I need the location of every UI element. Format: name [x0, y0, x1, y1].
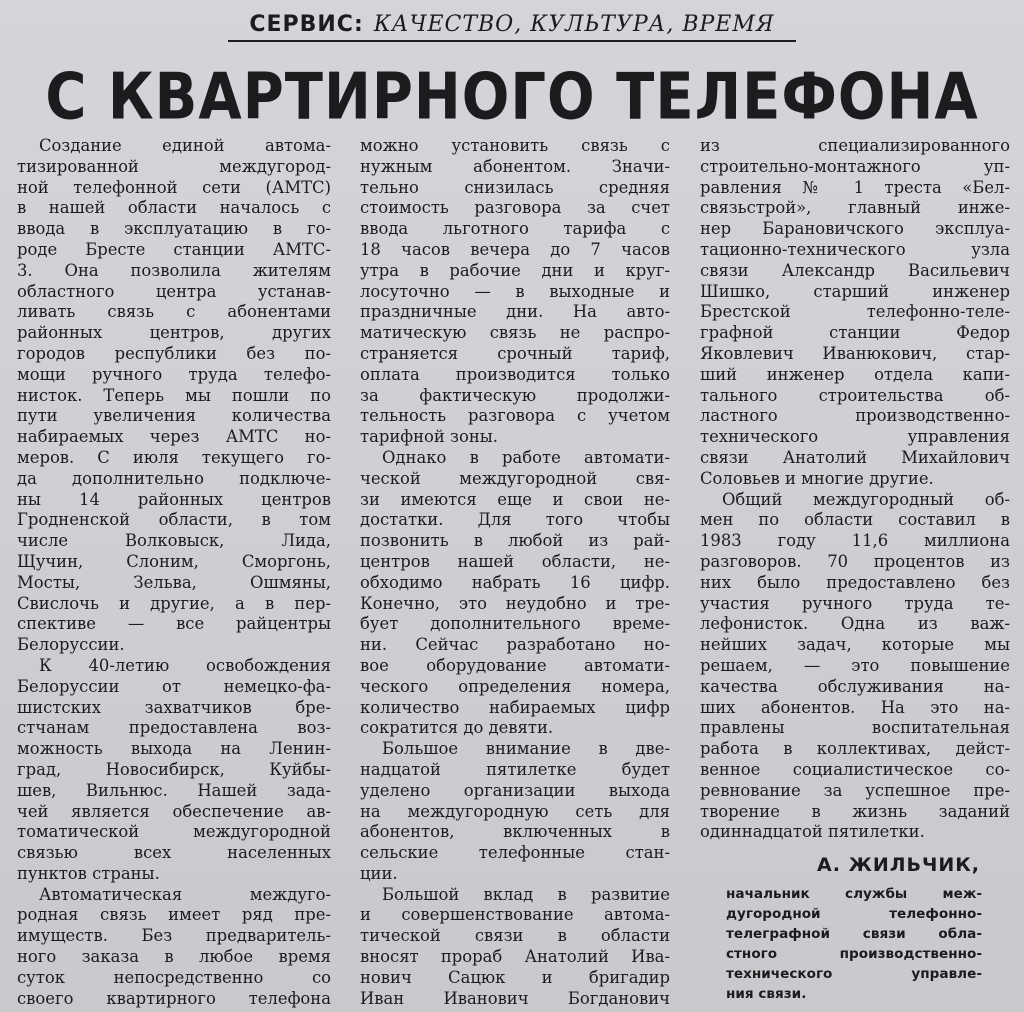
text-line: да дополнительно подключе-: [17, 468, 331, 488]
text-line: матическую связь не распро-: [360, 323, 670, 343]
text-line: в нашей области началось с: [17, 198, 331, 218]
text-line: бует дополнительного време-: [360, 614, 670, 634]
text-line: достатки. Для того чтобы: [360, 510, 670, 530]
text-line: участия ручного труда те-: [700, 593, 1010, 613]
text-line: страняется срочный тариф,: [360, 343, 670, 363]
text-line: строительно-монтажного уп-: [700, 156, 1010, 176]
text-line: тельность разговора с учетом: [360, 406, 670, 426]
text-line: ливать связь с абонентами: [17, 302, 331, 322]
text-line: Брестской телефонно-теле-: [700, 302, 1010, 322]
text-line: количество набираемых цифр: [360, 697, 670, 717]
text-line: работа в коллективах, дейст-: [700, 739, 1010, 759]
text-line: равления № 1 треста «Бел-: [700, 177, 1010, 197]
text-line: Белоруссии.: [17, 635, 125, 655]
text-line: 3. Она позволила жителям: [17, 260, 331, 280]
text-line: пунктов страны.: [17, 863, 160, 883]
text-line: Однако в работе автомати-: [382, 447, 670, 467]
text-line: ввода льготного тарифа с: [360, 219, 670, 239]
text-line: ческого определения номера,: [360, 676, 670, 696]
text-line: суток непосредственно со: [17, 967, 331, 987]
text-line: них было предоставлено без: [700, 572, 1010, 592]
text-line: стчанам предоставлена воз-: [17, 718, 331, 738]
text-line: нисток. Теперь мы пошли по: [17, 385, 331, 405]
text-line: вое оборудование автомати-: [360, 655, 670, 675]
text-line: уделено организации выхода: [360, 780, 670, 800]
text-line: венное социалистическое со-: [700, 759, 1010, 779]
rubric-title: КАЧЕСТВО, КУЛЬТУРА, ВРЕМЯ: [373, 12, 775, 37]
text-line: спективе — все райцентры: [17, 614, 331, 634]
text-line: технического управления: [700, 427, 1010, 447]
text-line: лосуточно — в выходные и: [360, 281, 670, 301]
text-line: шев, Вильнюс. Нашей зада-: [17, 780, 331, 800]
article-headline: С КВАРТИРНОГО ТЕЛЕФОНА: [45, 59, 979, 135]
author-position-line: стного производственно-: [726, 946, 982, 962]
text-line: Щучин, Слоним, Сморгонь,: [17, 551, 331, 571]
text-line: утра в рабочие дни и круг-: [360, 260, 670, 280]
text-line: городов республики без по-: [17, 343, 331, 363]
text-column-2: [360, 136, 670, 1009]
text-line: обходимо набрать 16 цифр.: [360, 572, 670, 592]
text-line: разговоров. 70 процентов из: [700, 551, 1010, 571]
text-line: числе Волковыск, Лида,: [17, 531, 331, 551]
text-line: К 40-летию освобождения: [39, 655, 331, 675]
text-line: тизированной междугород-: [17, 156, 331, 176]
text-line: набираемых через АМТС но-: [17, 427, 331, 447]
text-line: районных центров, других: [17, 323, 331, 343]
text-line: чей является обеспечение ав-: [17, 801, 331, 821]
text-line: решаем, — это повышение: [700, 655, 1010, 675]
text-line: тельно снизилась средняя: [360, 177, 670, 197]
text-line: ревнование за успешное пре-: [700, 780, 1010, 800]
text-line: ны 14 районных центров: [17, 489, 331, 509]
text-line: Конечно, это неудобно и тре-: [360, 593, 670, 613]
text-line: тационно-технического узла: [700, 239, 1010, 259]
text-line: 1983 году 11,6 миллиона: [700, 531, 1010, 551]
text-line: ших абонентов. На это на-: [700, 697, 1010, 717]
text-line: ластного производственно-: [700, 406, 1010, 426]
text-line: Белоруссии от немецко-фа-: [17, 676, 331, 696]
text-line: за фактическую продолжи-: [360, 385, 670, 405]
text-line: вносят прораб Анатолий Ива-: [360, 947, 670, 967]
text-line: Большое внимание в две-: [382, 739, 670, 759]
text-line: можно установить связь с: [360, 136, 670, 155]
text-line: нович Сацюк и бригадир: [360, 967, 670, 987]
text-line: одиннадцатой пятилетки.: [700, 822, 925, 842]
text-line: мен по области составил в: [700, 510, 1010, 530]
text-line: творение в жизнь заданий: [700, 801, 1010, 821]
author-position-line: дугородной телефонно-: [726, 906, 982, 922]
text-line: связью всех населенных: [17, 843, 331, 863]
text-line: Соловьев и многие другие.: [700, 468, 934, 488]
text-line: нер Барановичского эксплуа-: [700, 219, 1010, 239]
text-line: Большой вклад в развитие: [382, 884, 670, 904]
text-column-1: [17, 136, 331, 1009]
author-name: А. ЖИЛЬЧИК,: [817, 854, 980, 876]
text-line: сократится до девяти.: [360, 718, 554, 738]
text-line: ной телефонной сети (АМТС): [17, 177, 331, 197]
text-line: лефонисток. Одна из важ-: [700, 614, 1010, 634]
text-line: ческой междугородной свя-: [360, 468, 670, 488]
author-position-line: телеграфной связи обла-: [726, 926, 982, 942]
text-line: Свислочь и другие, а в пер-: [17, 593, 331, 613]
text-line: меров. С июля текущего го-: [17, 447, 331, 467]
text-line: своего квартирного телефона: [17, 988, 331, 1008]
text-line: центров нашей области, не-: [360, 551, 670, 571]
text-line: родная связь имеет ряд пре-: [17, 905, 331, 925]
text-line: зи имеются еще и свои не-: [360, 489, 670, 509]
text-column-3: [700, 136, 1010, 843]
text-line: тической связи в области: [360, 926, 670, 946]
text-line: Общий междугородный об-: [722, 489, 1010, 509]
text-line: ного заказа в любое время: [17, 947, 331, 967]
text-line: Гродненской области, в том: [17, 510, 331, 530]
text-line: ни. Сейчас разработано но-: [360, 635, 670, 655]
text-line: шистских захватчиков бре-: [17, 697, 331, 717]
text-line: праздничные дни. На авто-: [360, 302, 670, 322]
text-line: оплата производится только: [360, 364, 670, 384]
text-line: можность выхода на Ленин-: [17, 739, 331, 759]
text-line: областного центра устанав-: [17, 281, 331, 301]
text-line: Иван Иванович Богданович: [360, 988, 670, 1008]
text-line: ввода в эксплуатацию в го-: [17, 219, 331, 239]
text-line: графной станции Федор: [700, 323, 1010, 343]
text-line: Яковлевич Иванюкович, стар-: [700, 343, 1010, 363]
author-position-line: технического управле-: [726, 966, 982, 982]
text-line: Мосты, Зельва, Ошмяны,: [17, 572, 331, 592]
text-line: тарифной зоны.: [360, 427, 498, 447]
text-line: роде Бресте станции АМТС-: [17, 239, 331, 259]
text-line: томатической междугородной: [17, 822, 331, 842]
text-line: связи Анатолий Михайлович: [700, 447, 1010, 467]
text-line: качества обслуживания на-: [700, 676, 1010, 696]
text-line: сельские телефонные стан-: [360, 843, 670, 863]
text-line: нейших задач, которые мы: [700, 635, 1010, 655]
text-line: нужным абонентом. Значи-: [360, 156, 670, 176]
text-line: имуществ. Без предваритель-: [17, 926, 331, 946]
text-line: абонентов, включенных в: [360, 822, 670, 842]
section-rubric: [228, 8, 796, 42]
text-line: ший инженер отдела капи-: [700, 364, 1010, 384]
text-line: и совершенствование автома-: [360, 905, 670, 925]
text-line: на междугородную сеть для: [360, 801, 670, 821]
text-line: Шишко, старший инженер: [700, 281, 1010, 301]
text-line: связи Александр Васильевич: [700, 260, 1010, 280]
text-line: связьстрой», главный инже-: [700, 198, 1010, 218]
text-line: 18 часов вечера до 7 часов: [360, 239, 670, 259]
text-line: позвонить в любой из рай-: [360, 531, 670, 551]
text-line: надцатой пятилетке будет: [360, 759, 670, 779]
text-line: из специализированного: [700, 136, 1010, 155]
text-line: правлены воспитательная: [700, 718, 1010, 738]
text-line: град, Новосибирск, Куйбы-: [17, 759, 331, 779]
rubric-lead: СЕРВИС:: [249, 12, 364, 37]
author-position-line: начальник службы меж-: [726, 886, 982, 902]
text-line: Создание единой автома-: [39, 136, 331, 155]
author-position-line: ния связи.: [726, 986, 807, 1002]
text-line: мощи ручного труда телефо-: [17, 364, 331, 384]
text-line: тального строительства об-: [700, 385, 1010, 405]
text-line: стоимость разговора за счет: [360, 198, 670, 218]
text-line: пути увеличения количества: [17, 406, 331, 426]
text-line: ции.: [360, 863, 398, 883]
text-line: Автоматическая междуго-: [39, 884, 331, 904]
